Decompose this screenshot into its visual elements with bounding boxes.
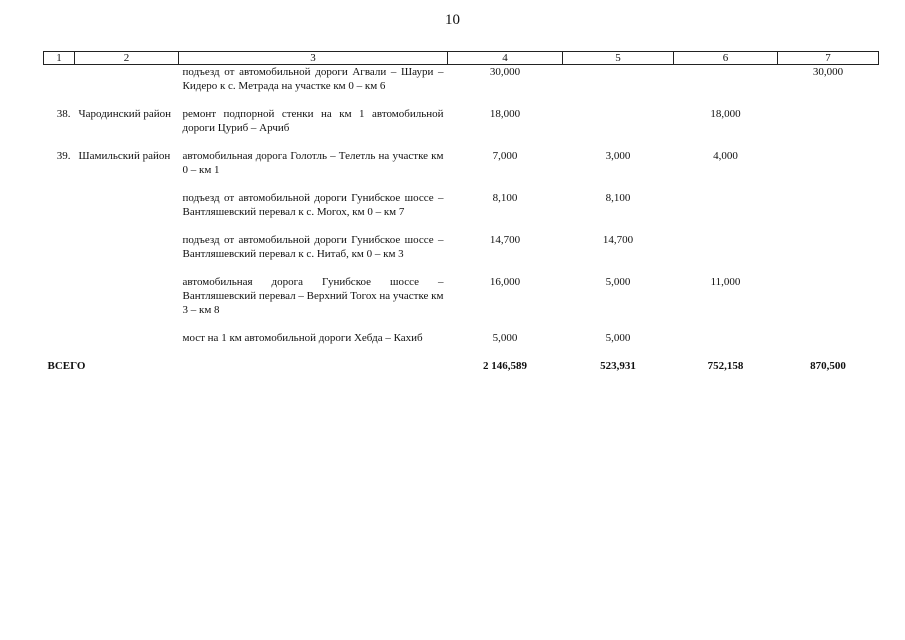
value-col-5: 3,000 (605, 150, 631, 162)
value-col-6 (674, 331, 778, 345)
value-col-5 (563, 107, 674, 135)
budget-table (43, 51, 879, 373)
value-col-5: 5,000 (605, 276, 631, 288)
row-number: 38. (56, 108, 71, 120)
value-col-6 (674, 191, 778, 219)
page-number: 10 (445, 12, 460, 28)
value-col-4: 30,000 (489, 66, 521, 78)
header-col-3: 3 (179, 52, 448, 65)
header-col-7: 7 (778, 52, 879, 65)
total-label: ВСЕГО (47, 360, 86, 372)
district-name (75, 65, 179, 94)
work-description: мост на 1 км автомобильной дороги Хебда – Кахиб (182, 332, 423, 344)
value-col-6: 18,000 (710, 108, 741, 120)
table-row (44, 331, 879, 345)
header-col-1: 1 (44, 52, 75, 65)
district-name: Шамильский район (78, 150, 171, 162)
table-row (44, 191, 879, 219)
header-row (44, 52, 879, 65)
value-col-6 (674, 65, 778, 94)
table-row (44, 65, 879, 94)
value-col-4: 8,100 (492, 192, 518, 204)
value-col-7 (778, 191, 879, 219)
value-col-7 (778, 331, 879, 345)
value-col-4: 5,000 (492, 332, 518, 344)
work-description: автомобильная дорога Гунибское шоссе – Вантляшевский перевал – Верхний Тогох на участке км 3 – км 8 (182, 276, 444, 316)
work-description: автомобильная дорога Голотль – Телетль на участке км 0 – км 1 (182, 150, 444, 176)
row-number (44, 191, 75, 219)
total-col-4: 2 146,589 (483, 360, 527, 372)
value-col-7 (778, 275, 879, 317)
value-col-6: 11,000 (710, 276, 741, 288)
district-name: Чародинский район (78, 108, 171, 120)
district-name (75, 275, 179, 317)
table-row (44, 275, 879, 317)
value-col-4: 14,700 (489, 234, 521, 246)
value-col-6: 4,000 (713, 150, 738, 162)
row-number (44, 275, 75, 317)
value-col-4: 16,000 (489, 276, 521, 288)
row-number (44, 233, 75, 261)
header-col-5: 5 (563, 52, 674, 65)
header-col-2: 2 (75, 52, 179, 65)
table-row (44, 149, 879, 177)
work-description: подъезд от автомобильной дороги Гунибское шоссе – Вантляшевский перевал к с. Нитаб, км 0 – км 3 (182, 234, 444, 260)
header-col-6: 6 (674, 52, 778, 65)
district-name (75, 233, 179, 261)
header-col-4: 4 (448, 52, 563, 65)
work-description: подъезд от автомобильной дороги Агвали – Шаури – Кидеро к с. Метрада на участке км 0 – км 6 (182, 66, 444, 92)
value-col-7 (778, 107, 879, 135)
value-col-4: 7,000 (492, 150, 518, 162)
value-col-7 (778, 233, 879, 261)
row-number (44, 331, 75, 345)
total-col-6: 752,158 (707, 360, 744, 372)
district-name (75, 331, 179, 345)
value-col-7: 30,000 (812, 66, 844, 78)
total-row (44, 359, 879, 373)
work-description: подъезд от автомобильной дороги Гунибское шоссе – Вантляшевский перевал к с. Могох, км 0 – км 7 (182, 192, 444, 218)
row-number: 39. (56, 150, 71, 162)
total-col-7: 870,500 (810, 360, 846, 372)
value-col-5: 5,000 (605, 332, 631, 344)
table-row (44, 233, 879, 261)
value-col-5: 14,700 (602, 234, 634, 246)
total-col-5: 523,931 (600, 360, 636, 372)
value-col-6 (674, 233, 778, 261)
row-number (44, 65, 75, 94)
value-col-5: 8,100 (605, 192, 631, 204)
work-description: ремонт подпорной стенки на км 1 автомобильной дороги Цуриб – Арчиб (182, 108, 444, 134)
value-col-4: 18,000 (489, 108, 521, 120)
value-col-5 (563, 65, 674, 94)
table-row (44, 107, 879, 135)
district-name (75, 191, 179, 219)
value-col-7 (778, 149, 879, 177)
